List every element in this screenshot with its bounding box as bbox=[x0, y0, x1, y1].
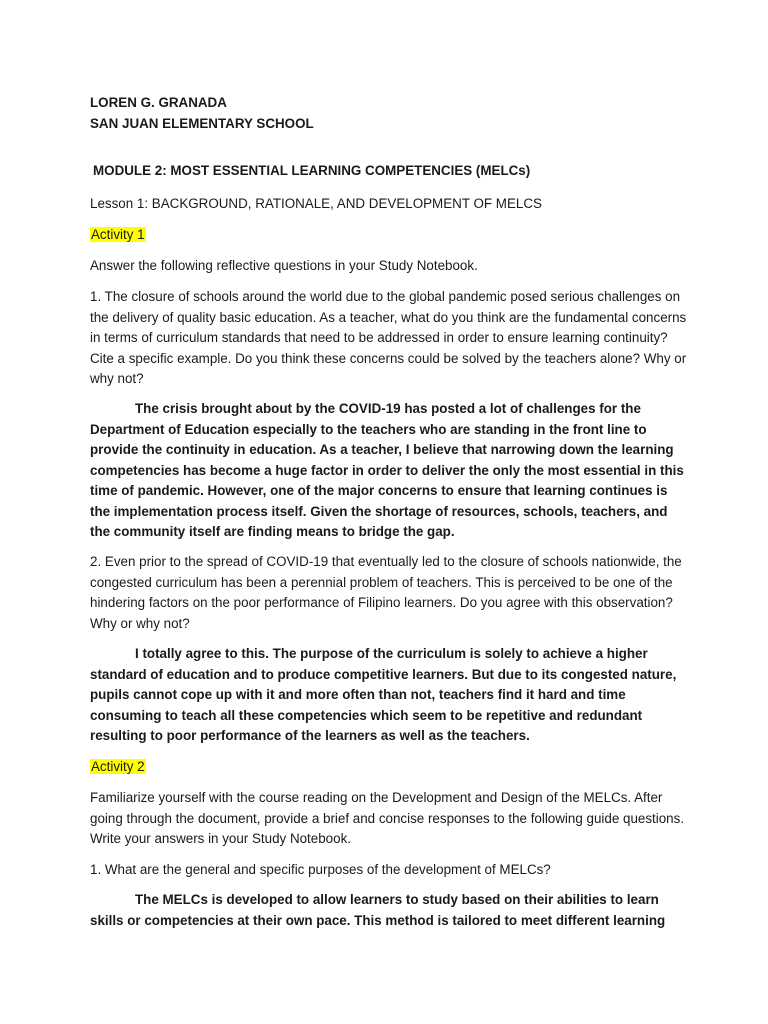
module-title: MODULE 2: MOST ESSENTIAL LEARNING COMPETENCIES (MELCs) bbox=[93, 163, 531, 178]
activity-1-heading bbox=[90, 225, 690, 246]
activity-1-answer-2: I totally agree to this. The purpose of the curriculum is solely to achieve a higher standard of education and to produce competitive learners. But due to its congested nature, pupils cannot cope up with it and more often than not, teachers find it hard and time consuming to teach all these competencies which seem to be repetitive and redundant resulting to poor performance of the learners as well as the teachers. bbox=[90, 646, 677, 743]
activity-2-answer-1: The MELCs is developed to allow learners to study based on their abilities to learn skills or competencies at their own pace. This method is tailored to meet different learning bbox=[90, 892, 666, 928]
activity-1-question-2: 2. Even prior to the spread of COVID-19 that eventually led to the closure of schools nationwide, the congested curriculum has been a perennial problem of teachers. This is perceived to be one of the hindering factors on the poor performance of Filipino learners. Do you agree with this observation? Why or why not? bbox=[90, 554, 682, 631]
lesson-title: Lesson 1: BACKGROUND, RATIONALE, AND DEVELOPMENT OF MELCS bbox=[90, 196, 542, 211]
activity-2-question-1: 1. What are the general and specific purposes of the development of MELCs? bbox=[90, 862, 551, 877]
activity-2-label: Activity 2 bbox=[91, 759, 145, 774]
school-name: SAN JUAN ELEMENTARY SCHOOL bbox=[90, 116, 314, 131]
author-name: LOREN G. GRANADA bbox=[90, 95, 227, 110]
activity-1-instruction: Answer the following reflective questions in your Study Notebook. bbox=[90, 258, 478, 273]
activity-1-label: Activity 1 bbox=[91, 227, 145, 242]
activity-1-answer-1: The crisis brought about by the COVID-19 has posted a lot of challenges for the Department of Education especially to the teachers who are standing in the front line to provide the continuity in education. As a teacher, I believe that narrowing down the learning competencies has become a huge factor in order to deliver the only the most essential in this time of pandemic. However, one of the major concerns to ensure that learning continues is the implementation process itself. Given the shortage of resources, schools, teachers, and the community itself are finding means to bridge the gap. bbox=[90, 401, 684, 539]
activity-2-heading bbox=[90, 757, 690, 778]
activity-1-question-1: 1. The closure of schools around the world due to the global pandemic posed serious challenges on the delivery of quality basic education. As a teacher, what do you think are the fundamental concerns in terms of curriculum standards that need to be addressed in order to ensure learning continuity? Cite a specific example. Do you think these concerns could be solved by the teachers alone? Why or why not? bbox=[90, 289, 687, 386]
activity-2-instruction: Familiarize yourself with the course reading on the Development and Design of the MELCs. After going through the document, provide a brief and concise responses to the following guide questions. Write your answers in your Study Notebook. bbox=[90, 790, 685, 846]
